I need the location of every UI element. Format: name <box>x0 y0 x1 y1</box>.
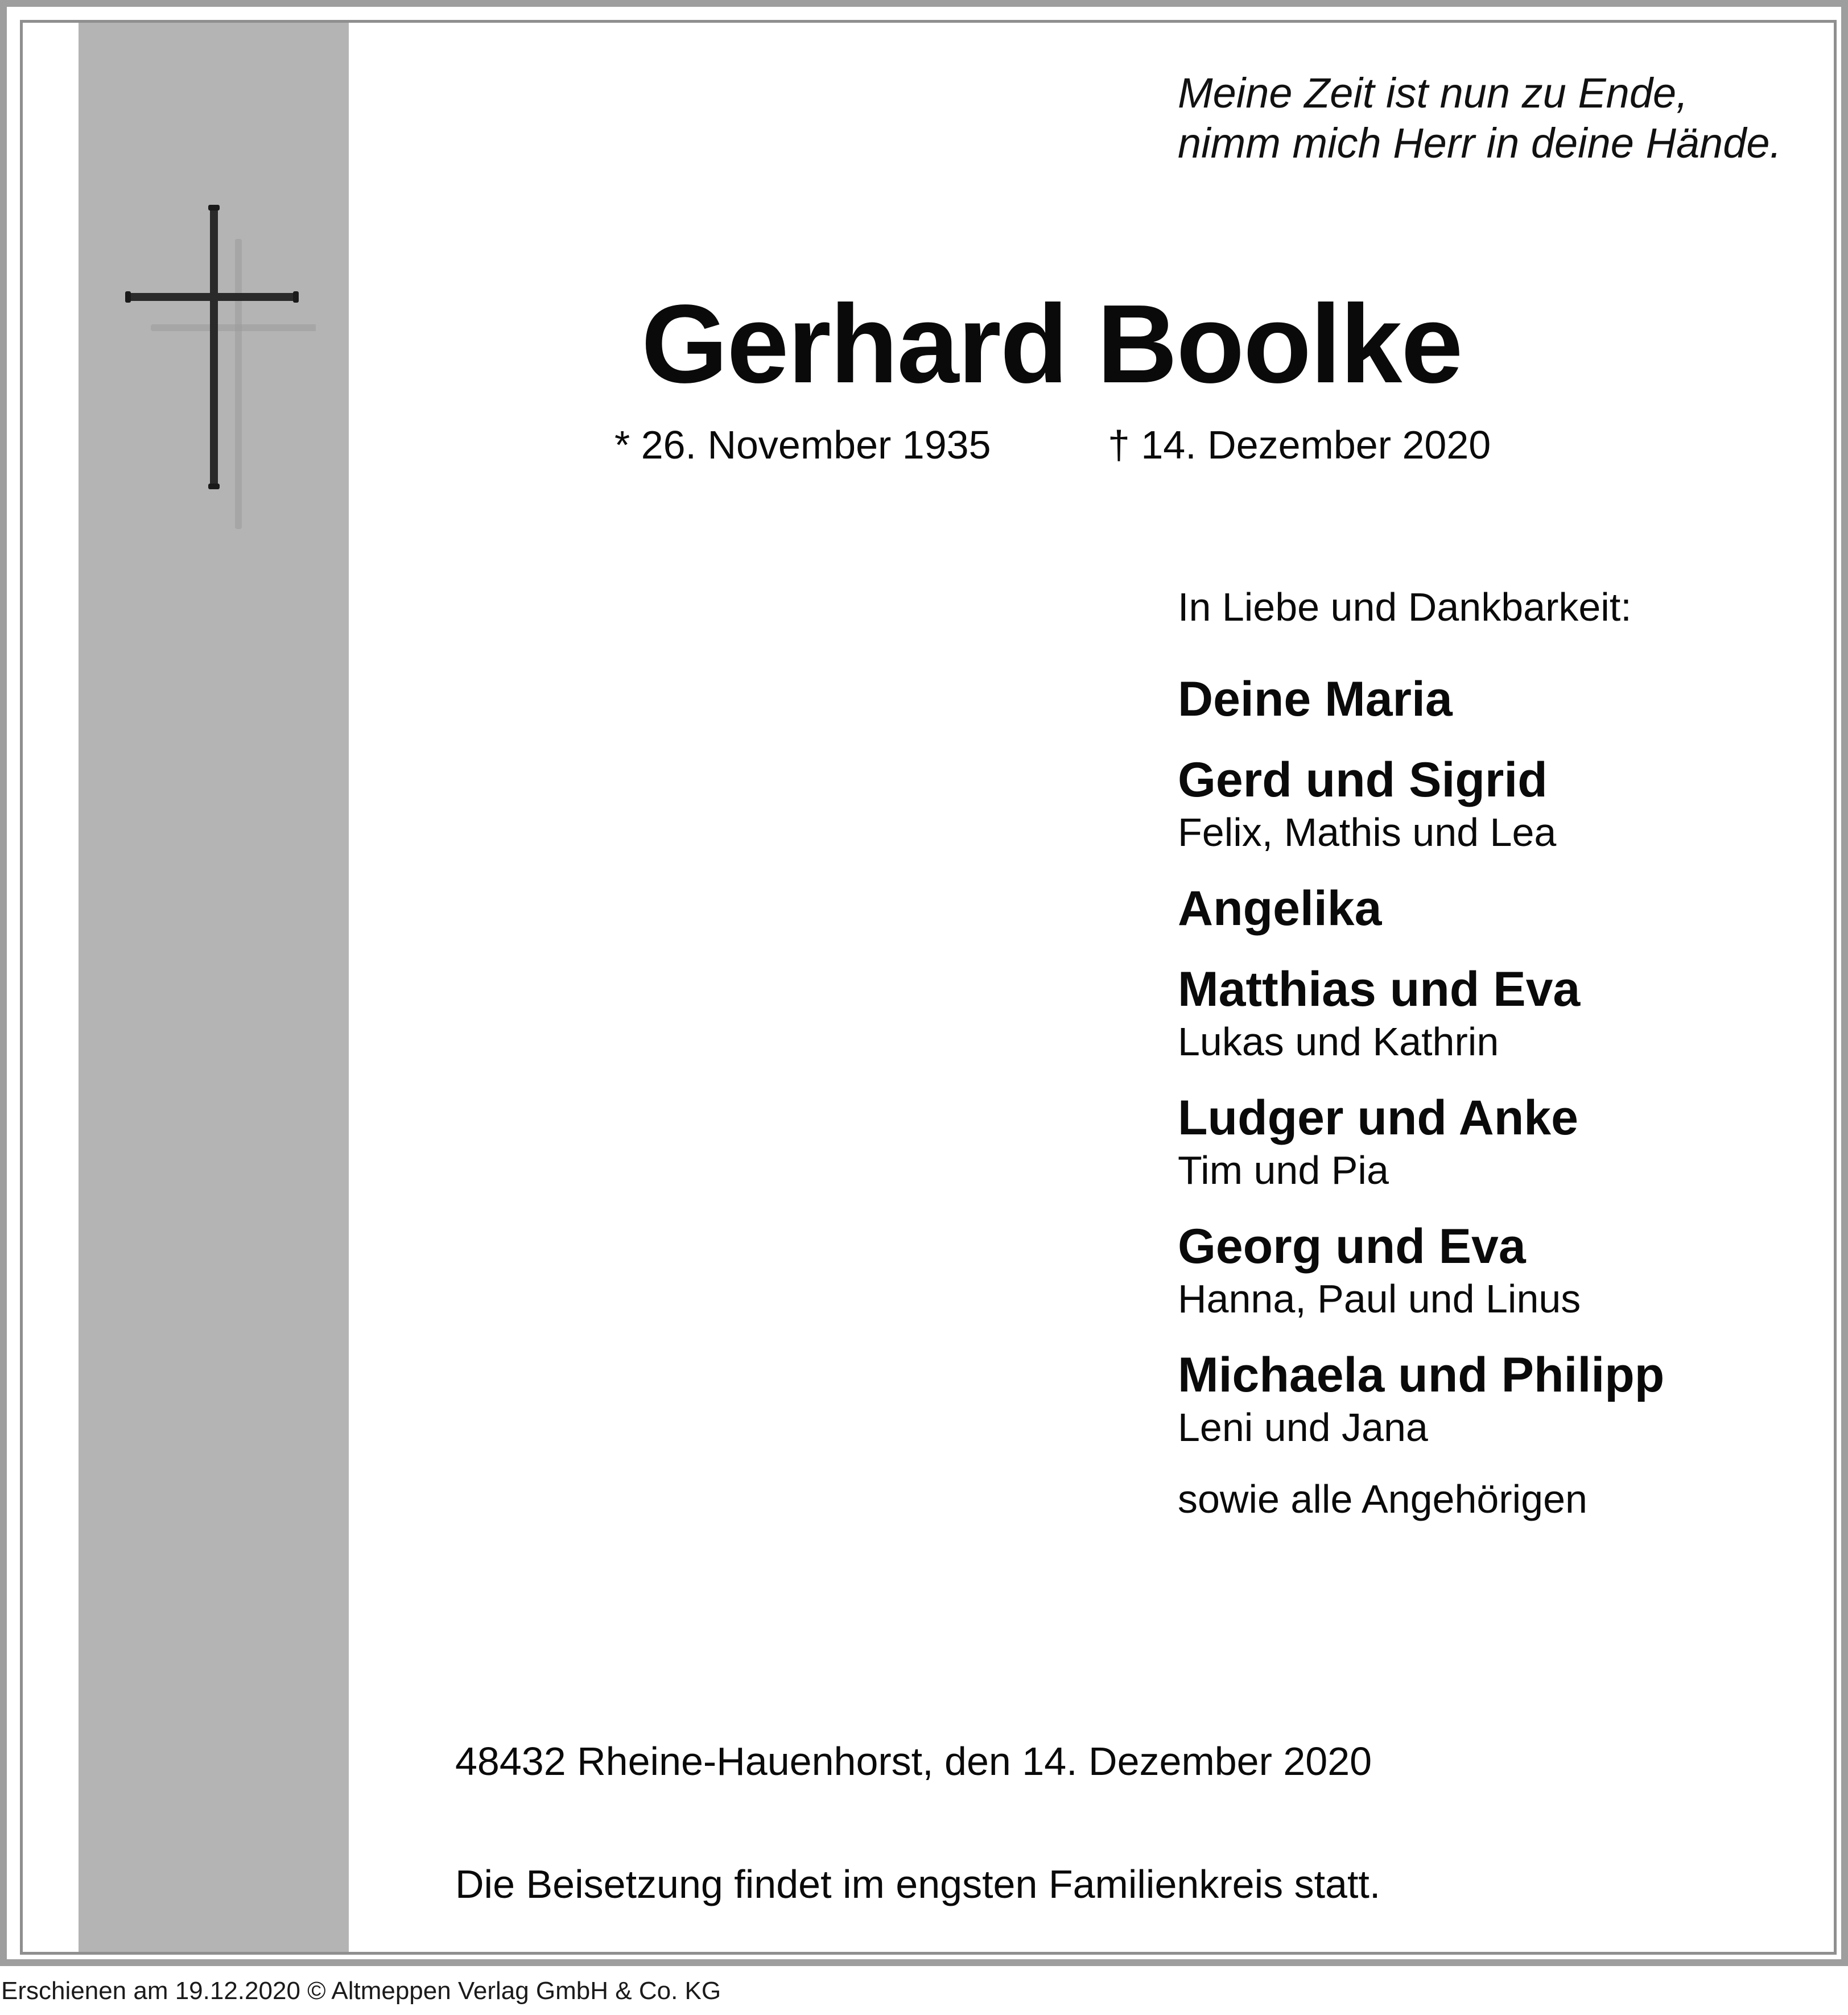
mourners-intro: In Liebe und Dankbarkeit: <box>1178 585 1632 629</box>
cross-icon <box>111 193 316 535</box>
family-group <box>1178 880 1804 937</box>
place-and-date: 48432 Rheine-Hauenhorst, den 14. Dezember 2020 <box>455 1739 1372 1783</box>
publication-footer: Erschienen am 19.12.2020 © Altmeppen Verlag GmbH & Co. KG <box>1 1977 721 2005</box>
family-children: Felix, Mathis und Lea <box>1178 810 1557 854</box>
family-group <box>1178 961 1804 1066</box>
family-group <box>1178 1218 1804 1323</box>
family-children: Leni und Jana <box>1178 1405 1428 1450</box>
family-children: Lukas und Kathrin <box>1178 1019 1499 1064</box>
family-children: Tim und Pia <box>1178 1148 1389 1192</box>
mourners-closing: sowie alle Angehörigen <box>1178 1477 1587 1521</box>
family-name: Angelika <box>1178 881 1382 936</box>
family-name: Deine Maria <box>1178 672 1453 726</box>
family-group <box>1178 671 1804 728</box>
family-group <box>1178 1347 1804 1451</box>
motto-line-2: nimm mich Herr in deine Hände. <box>1178 119 1782 167</box>
family-group <box>1178 1089 1804 1194</box>
deceased-name: Gerhard Boolke <box>641 282 1462 406</box>
obituary-card <box>20 20 1837 1955</box>
family-name: Georg und Eva <box>1178 1219 1526 1274</box>
mourners-list <box>1178 583 1804 1523</box>
birth-date: * 26. November 1935 <box>614 423 991 467</box>
motto <box>1178 68 1781 168</box>
family-name: Matthias und Eva <box>1178 962 1581 1017</box>
death-date: † 14. Dezember 2020 <box>1108 423 1491 467</box>
family-name: Michaela und Philipp <box>1178 1348 1665 1402</box>
funeral-note: Die Beisetzung findet im engsten Familienkreis statt. <box>455 1862 1381 1906</box>
family-group <box>1178 752 1804 856</box>
family-children: Hanna, Paul und Linus <box>1178 1277 1581 1321</box>
family-name: Ludger und Anke <box>1178 1091 1578 1145</box>
motto-line-1: Meine Zeit ist nun zu Ende, <box>1178 69 1688 117</box>
family-name: Gerd und Sigrid <box>1178 753 1548 807</box>
